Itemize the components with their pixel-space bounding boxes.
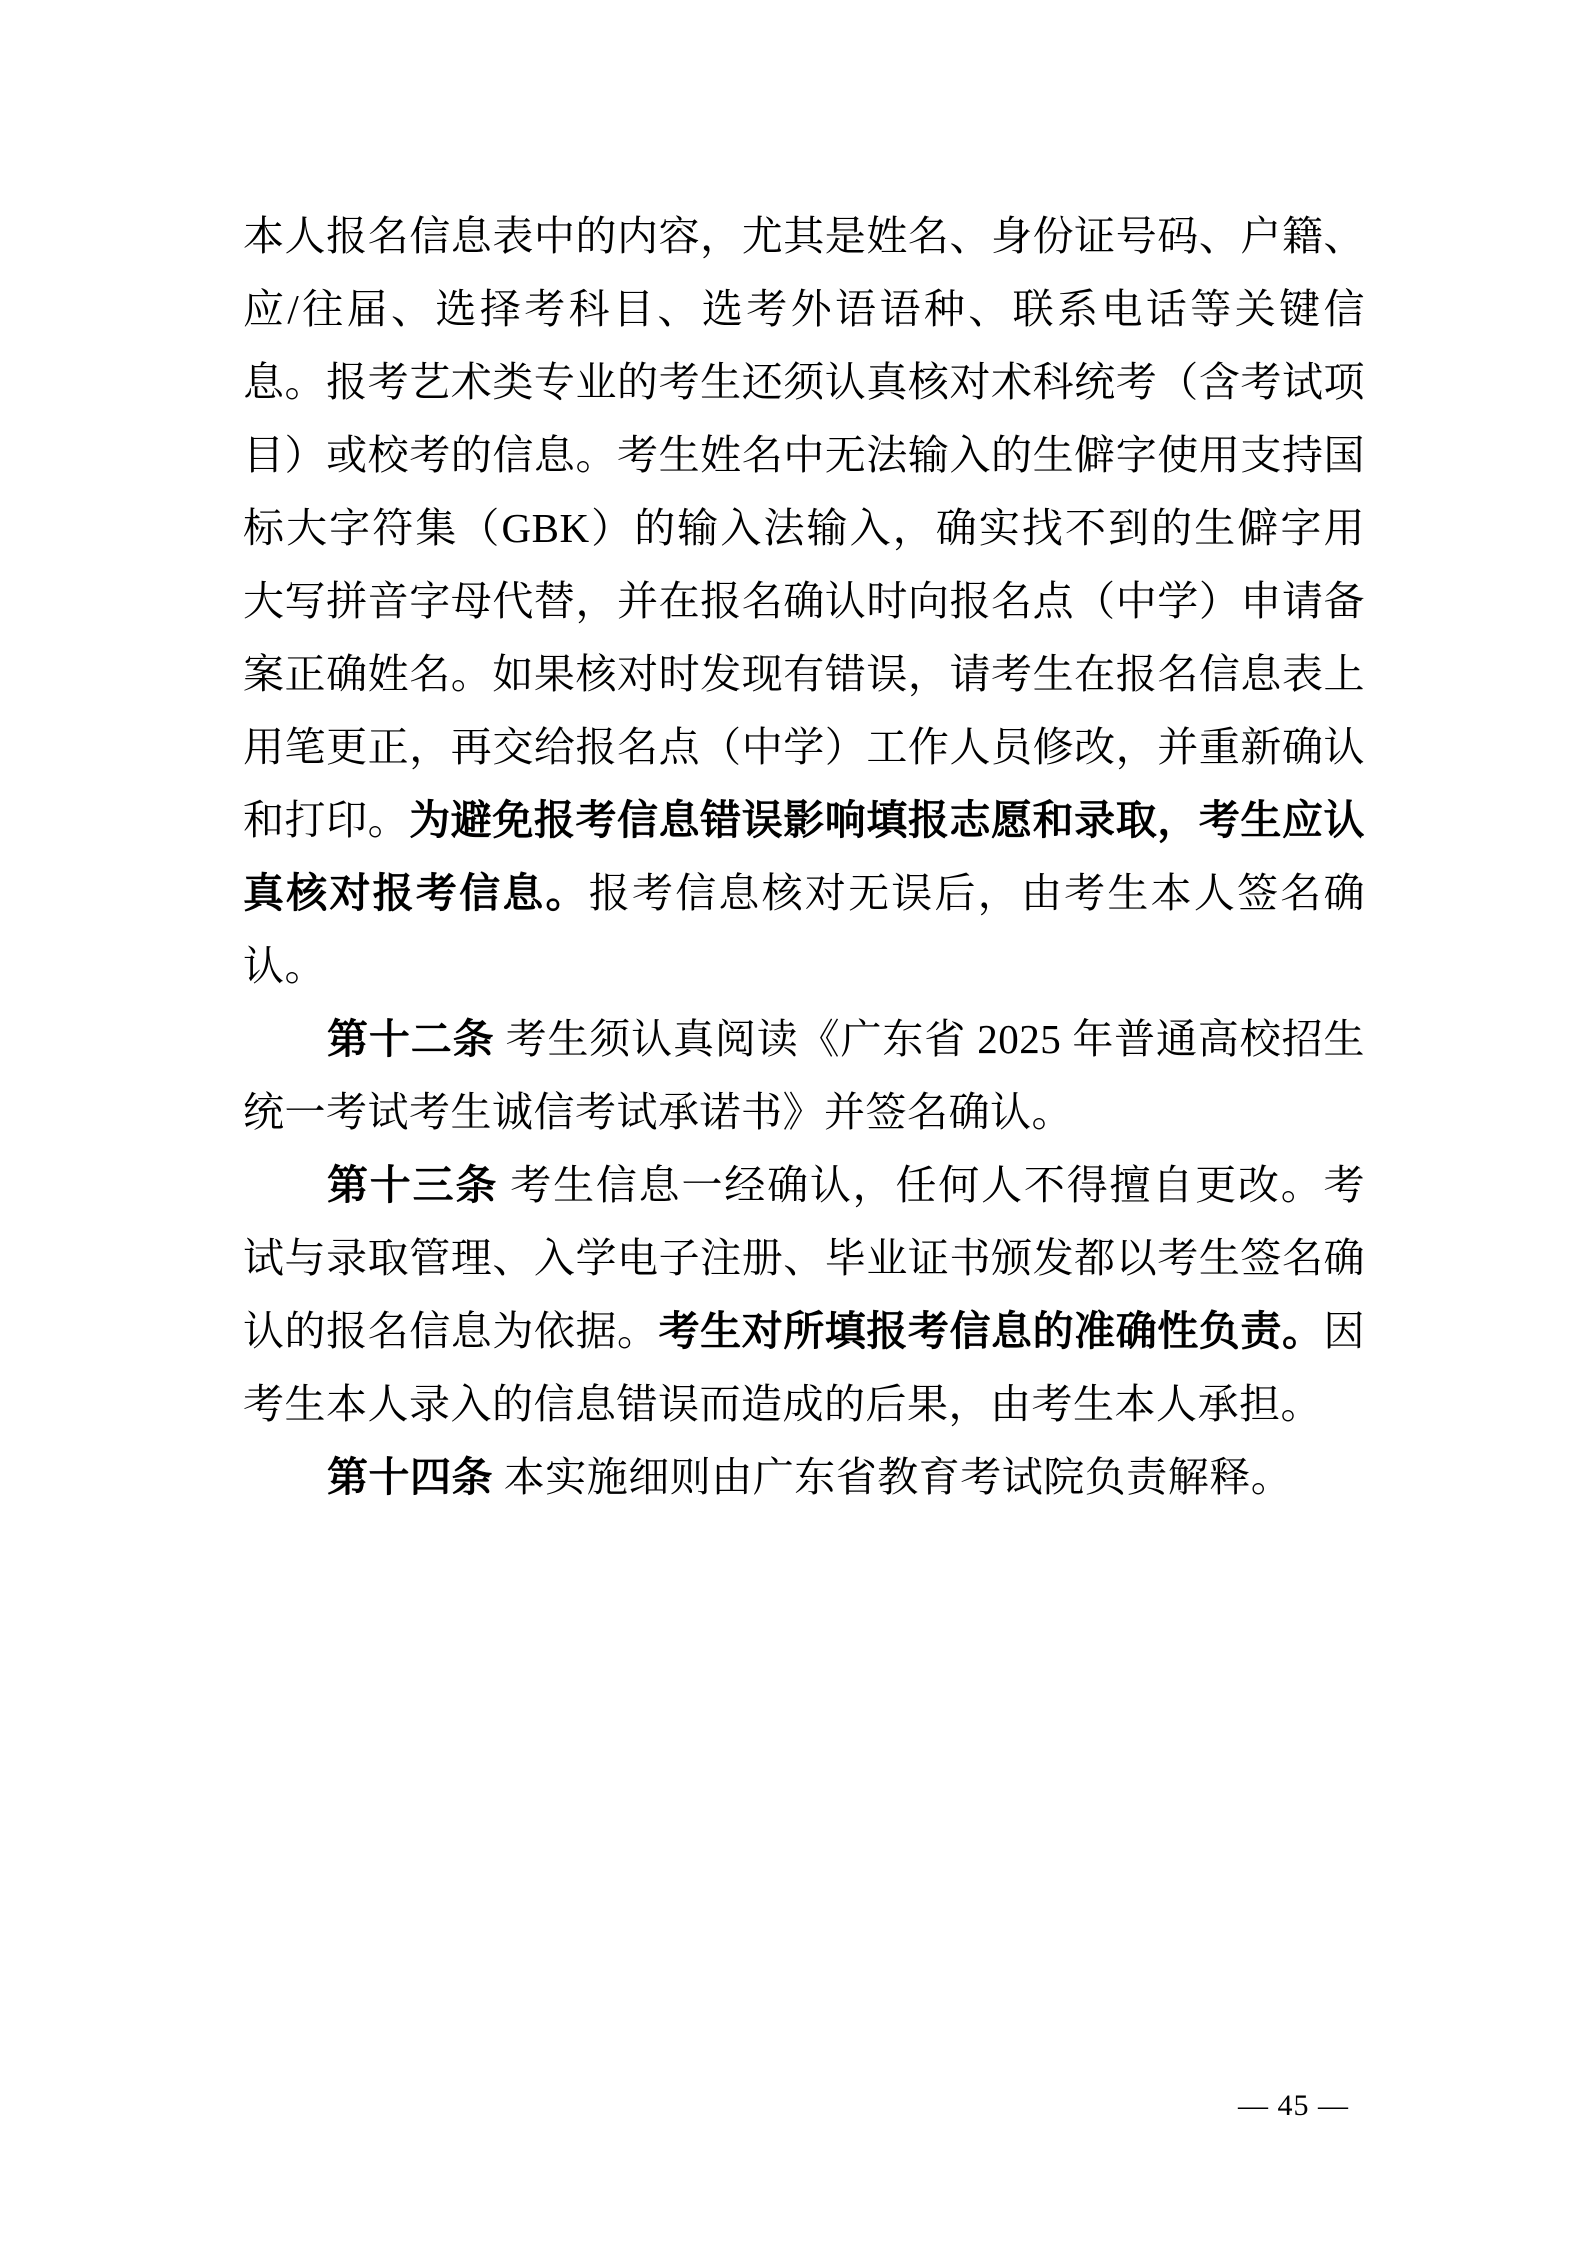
article-heading: 第十二条 bbox=[327, 1016, 495, 1062]
text-run: 报考信息核对无误后，由考生本人签名确认。 bbox=[243, 870, 1366, 989]
text-run: 考生须认真阅读《广东省 2025 年普通高校招生统一考试考生诚信考试承诺书》并签名确认。 bbox=[243, 1016, 1366, 1135]
paragraph bbox=[243, 200, 1365, 1003]
article-heading: 第十三条 bbox=[327, 1162, 499, 1208]
text-run: 本实施细则由广东省教育考试院负责解释。 bbox=[493, 1454, 1293, 1500]
paragraph bbox=[243, 1149, 1365, 1441]
text-run: 考生对所填报考信息的准确性负责。 bbox=[658, 1308, 1324, 1354]
document-body bbox=[243, 200, 1365, 1514]
page-number: — 45 — bbox=[1238, 2089, 1349, 2122]
article-heading: 第十四条 bbox=[327, 1454, 493, 1500]
paragraph bbox=[243, 1441, 1365, 1514]
text-run: 因考生本人录入的信息错误而造成的后果，由考生本人承担。 bbox=[243, 1308, 1365, 1427]
paragraph bbox=[243, 1003, 1365, 1149]
text-run: 本人报名信息表中的内容，尤其是姓名、身份证号码、户籍、应/往届、选择考科目、选考外语语种、联系电话等关键信息。报考艺术类专业的考生还须认真核对术科统考（含考试项目）或校考的信息。考生姓名中无法输入的生僻字使用支持国标大字符集（GBK）的输入法输入，确实找不到的生僻字用大写拼音字母代替，并在报名确认时向报名点（中学）申请备案正确姓名。如果核对时发现有错误，请考生在报名信息表上用笔更正，再交给报名点（中学）工作人员修改，并重新确认和打印。 bbox=[243, 213, 1365, 843]
text-run: 为避免报考信息错误影响填报志愿和录取，考生应认真核对报考信息。 bbox=[243, 797, 1366, 916]
text-run: 考生信息一经确认，任何人不得擅自更改。考试与录取管理、入学电子注册、毕业证书颁发都以考生签名确认的报名信息为依据。 bbox=[243, 1162, 1366, 1354]
